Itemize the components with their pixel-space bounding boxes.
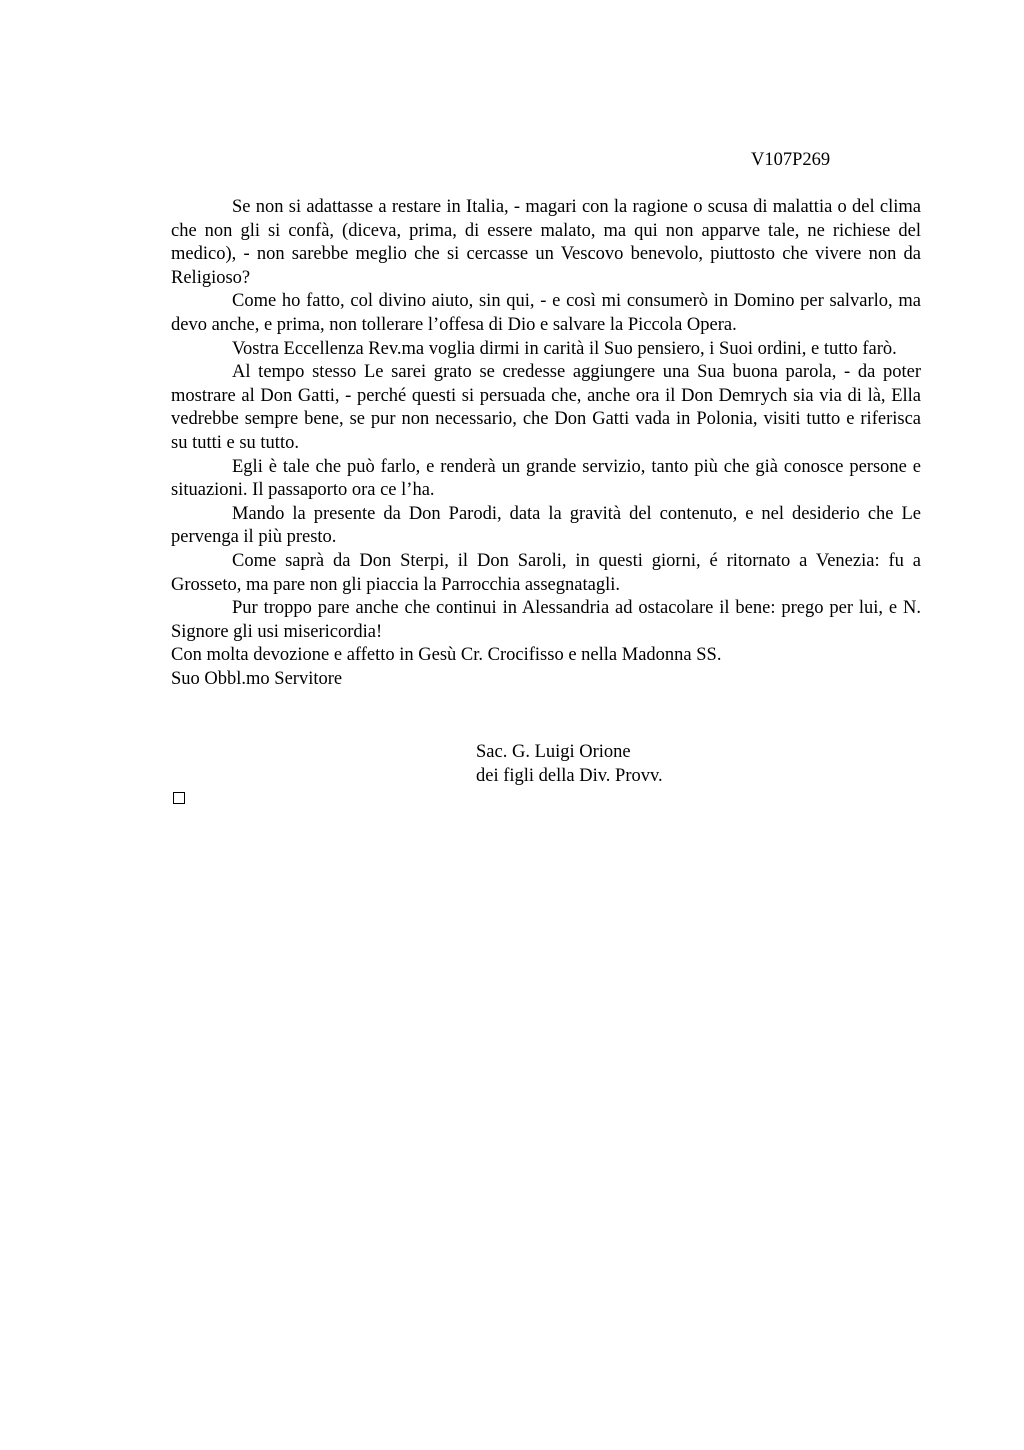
paragraph: Come saprà da Don Sterpi, il Don Saroli, in questi giorni, é ritornato a Venezia: fu a Grosseto, ma pare non gli piaccia la Parrocchia assegnatagli. xyxy=(171,550,921,595)
closing-line: Con molta devozione e affetto in Gesù Cr. Crocifisso e nella Madonna SS. xyxy=(171,645,722,666)
paragraph: Come ho fatto, col divino aiuto, sin qui, - e così mi consumerò in Domino per salvarlo, ma devo anche, e prima, non tollerare l’offesa di Dio e salvare la Piccola Opera. xyxy=(171,291,921,335)
paragraph: Pur troppo pare anche che continui in Alessandria ad ostacolare il bene: prego per lui, e N. Signore gli usi misericordia! xyxy=(171,598,921,642)
signature-name: Sac. G. Luigi Orione xyxy=(476,742,631,762)
paragraph: Se non si adattasse a restare in Italia, - magari con la ragione o scusa di malattia o del clima che non gli si confà, (diceva, prima, di essere malato, ma qui non apparve tale, ne richiese del medico), - non sarebbe meglio che si cercasse un Vescovo benevolo, piuttosto che vivere non da Religioso? xyxy=(171,197,921,288)
paragraph: Egli è tale che può farlo, e renderà un grande servizio, tanto più che già conosce persone e situazioni. Il passaporto ora ce l’ha. xyxy=(171,456,921,501)
letter-body xyxy=(171,196,921,691)
signature-block xyxy=(476,740,663,788)
signature-affiliation: dei figli della Div. Provv. xyxy=(476,766,663,786)
closing-line: Suo Obbl.mo Servitore xyxy=(171,668,343,689)
document-reference-code: V107P269 xyxy=(751,150,831,170)
paragraph: Al tempo stesso Le sarei grato se credesse aggiungere una Sua buona parola, - da poter mostrare al Don Gatti, - perché questi si persuada che, anche ora il Don Demrych sia via di là, Ella vedrebbe sempre bene, se pur non necessario, che Don Gatti vada in Polonia, visiti tutto e riferisca su tutti e su tutto. xyxy=(171,362,921,453)
paragraph: Mando la presente da Don Parodi, data la gravità del contenuto, e nel desiderio che Le pervenga il più presto. xyxy=(171,503,921,548)
checkbox-icon xyxy=(173,792,185,804)
paragraph: Vostra Eccellenza Rev.ma voglia dirmi in carità il Suo pensiero, i Suoi ordini, e tutto farò. xyxy=(232,338,897,359)
